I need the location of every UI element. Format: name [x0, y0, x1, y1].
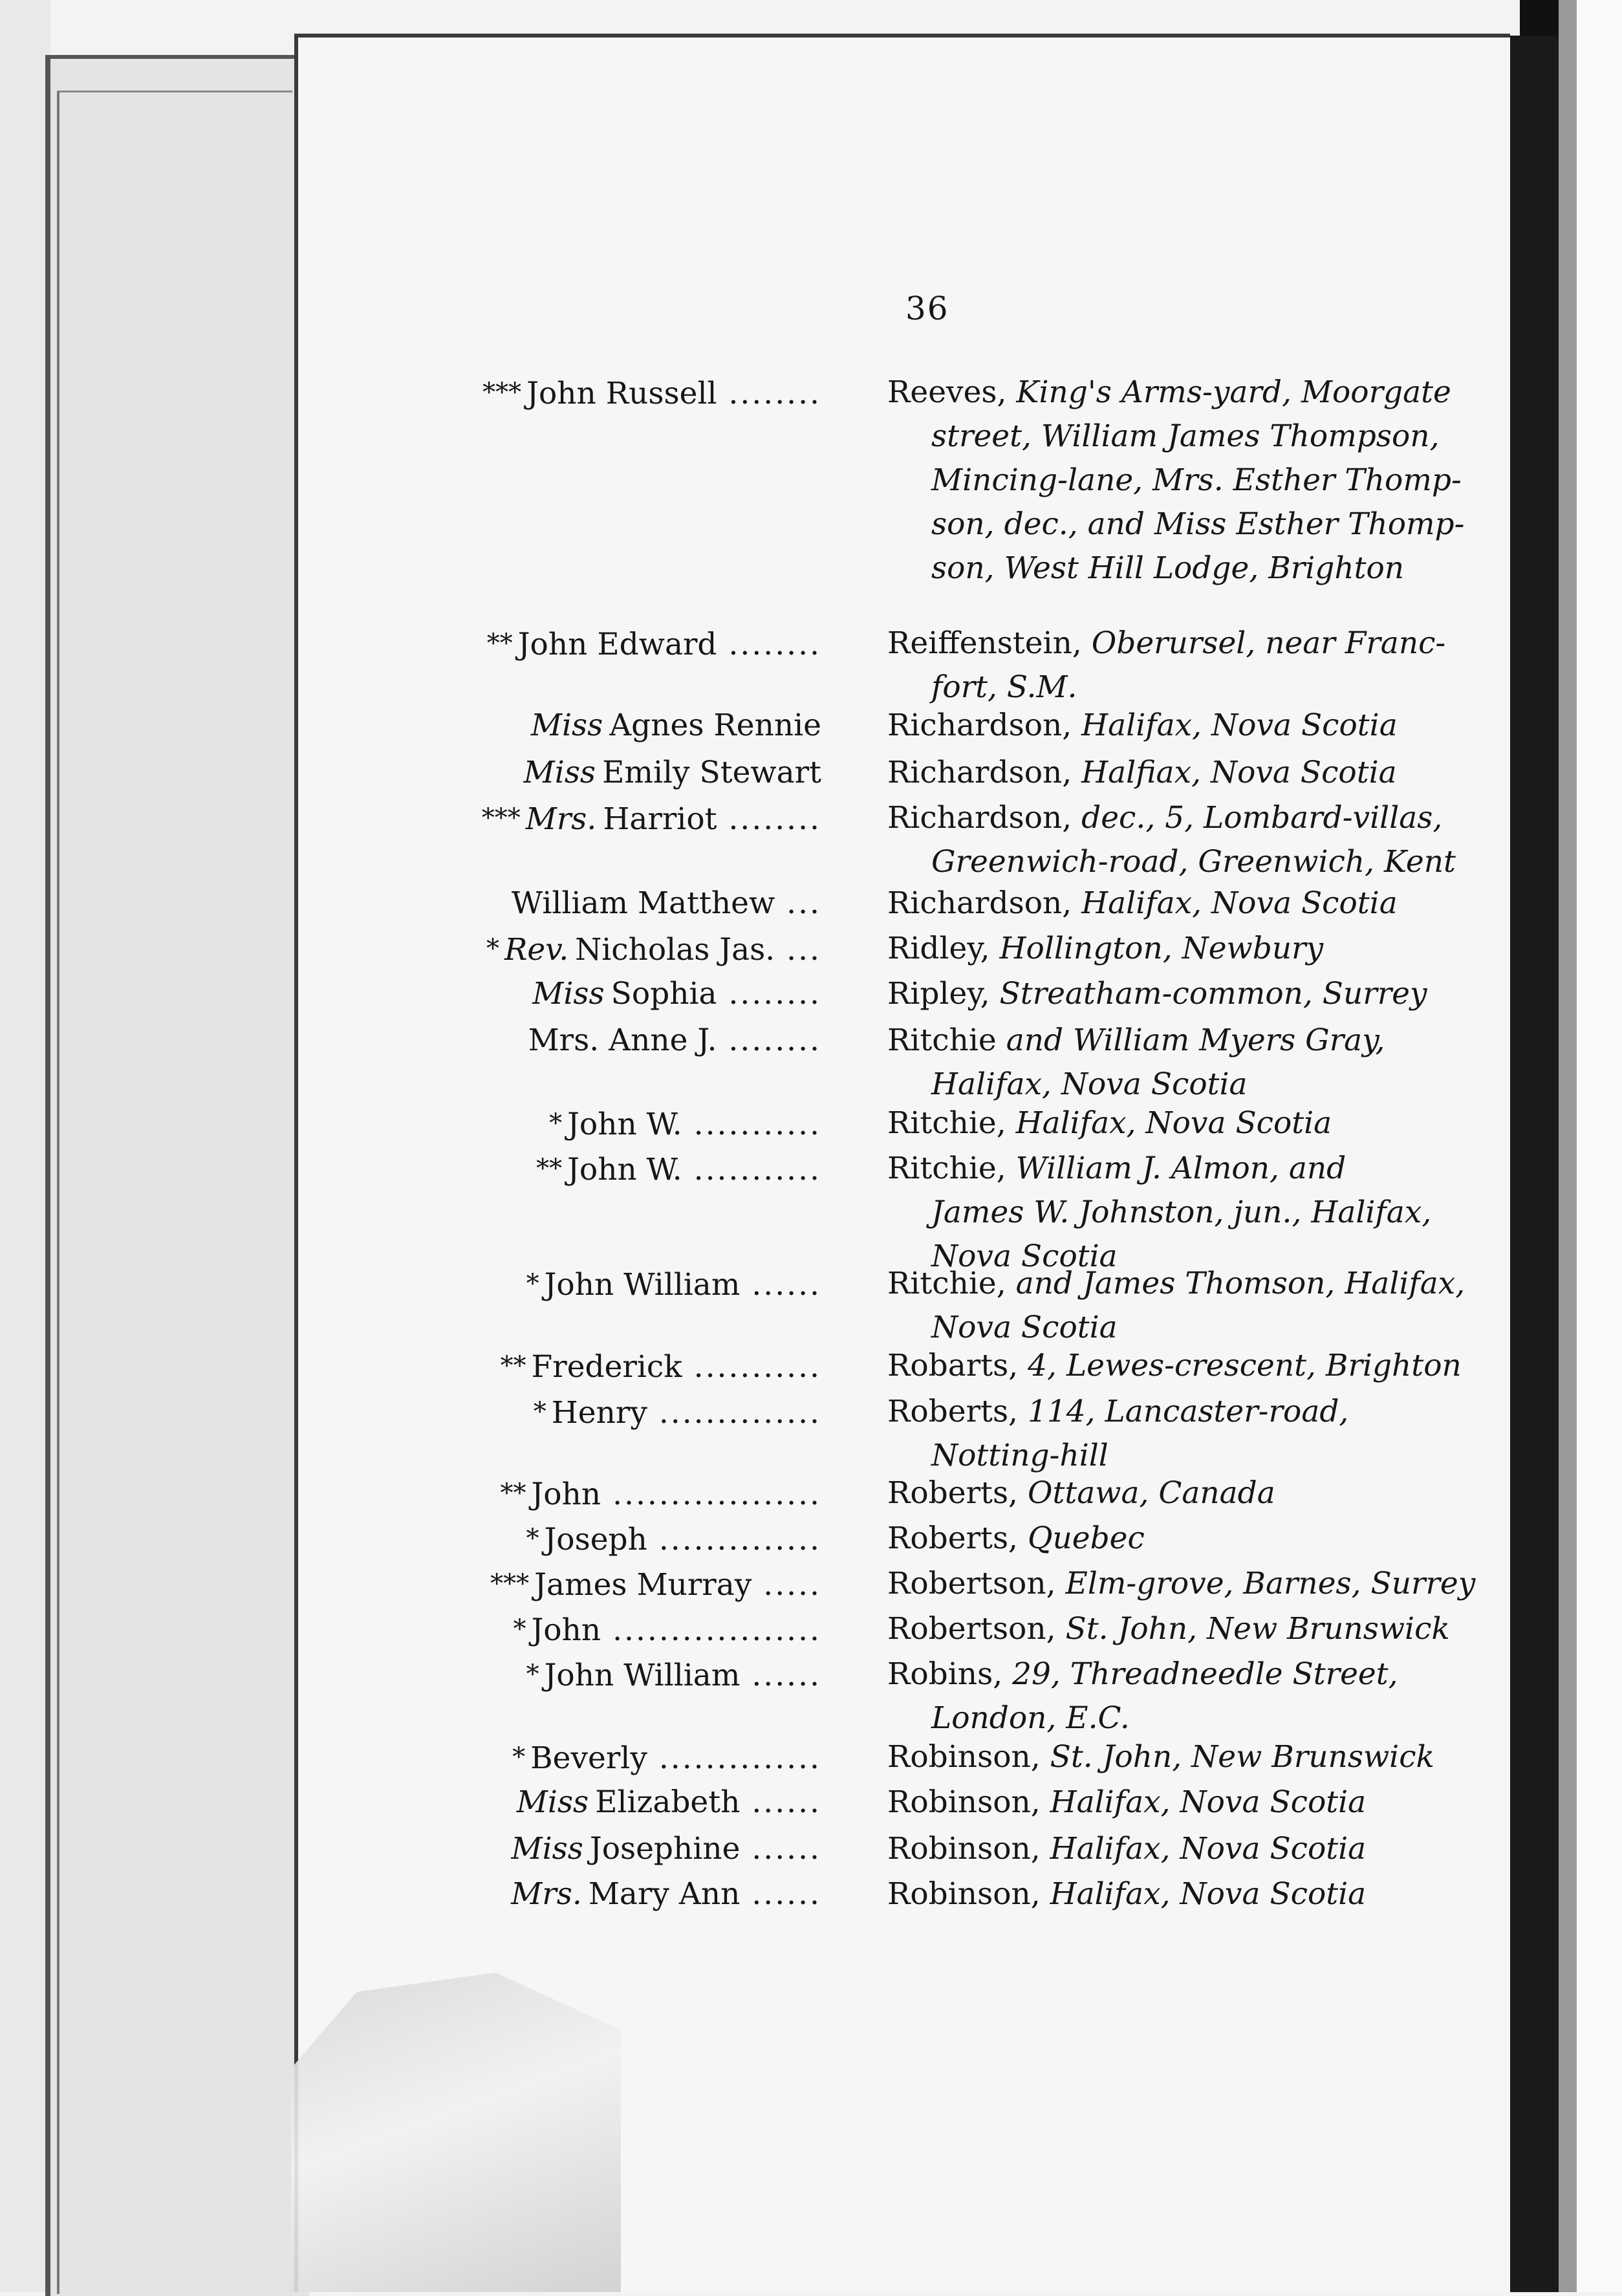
surname: Robarts, — [887, 1348, 1028, 1383]
surname: Roberts, — [887, 1475, 1028, 1511]
surname-cell — [887, 749, 1397, 797]
address-continuation: Greenwich-road, Greenwich, Kent — [931, 844, 1456, 880]
address: Elm-grove, Barnes, Surrey — [1065, 1566, 1476, 1601]
given-name-cell — [472, 1779, 821, 1826]
surname-cell — [887, 1733, 1434, 1781]
address: Ottawa, Canada — [1027, 1475, 1275, 1511]
honorific: Miss — [523, 755, 596, 790]
given-name-cell — [472, 1651, 821, 1700]
given-name-cell — [472, 1469, 821, 1519]
given-name-cell — [472, 1515, 821, 1564]
address: Halifax, Nova Scotia — [1081, 885, 1398, 921]
surname: Ritchie — [887, 1023, 1006, 1058]
address: Halifax, Nova Scotia — [1015, 1105, 1332, 1141]
given-name-cell — [472, 702, 821, 750]
surname-cell — [887, 1469, 1275, 1517]
surname-cell — [887, 880, 1398, 927]
address: and James Thomson, Halifax, — [1015, 1266, 1465, 1301]
surname: Ridley, — [887, 931, 1000, 966]
honorific: Rev. — [504, 932, 569, 968]
surname-cell — [887, 1825, 1366, 1873]
address: Halifax, Nova Scotia — [1050, 1876, 1367, 1912]
honorific: Miss — [511, 1831, 583, 1867]
given-name: John Russell — [526, 376, 717, 411]
leader-dots: .................. — [601, 1612, 821, 1648]
asterisk-mark: ** — [500, 1351, 526, 1381]
surname: Robinson, — [887, 1784, 1050, 1820]
asterisk-mark: * — [549, 1109, 563, 1138]
address-continuation: Mincing-lane, Mrs. Esther Thomp- — [931, 462, 1462, 498]
honorific: Mrs. — [511, 1876, 582, 1912]
given-name: John W. — [567, 1152, 682, 1187]
given-name-cell — [472, 1099, 821, 1149]
leader-dots: ........... — [682, 1349, 821, 1385]
honorific: Miss — [532, 976, 605, 1012]
surname-cell — [887, 1388, 1348, 1436]
surname: Richardson, — [887, 708, 1082, 743]
surname-cell — [887, 1342, 1462, 1390]
entry-row — [0, 702, 1487, 752]
surname: Ritchie, — [887, 1105, 1016, 1141]
leader-dots: ...... — [740, 1876, 821, 1912]
given-name: John Edward — [517, 627, 717, 662]
surname-cell — [887, 702, 1398, 750]
entry-row — [0, 970, 1487, 1021]
asterisk-mark: ** — [500, 1478, 526, 1508]
asterisk-mark: ** — [486, 629, 513, 658]
given-name: Harriot — [603, 801, 717, 837]
entry-row — [0, 1825, 1487, 1876]
surname: Ritchie, — [887, 1151, 1016, 1186]
given-name-cell — [472, 925, 821, 974]
surname-cell — [887, 369, 1451, 417]
entry-row — [0, 794, 1487, 889]
surname: Robins, — [887, 1656, 1013, 1692]
given-name-cell — [472, 749, 821, 797]
address: Halifax, Nova Scotia — [1050, 1831, 1367, 1867]
address-continuation: James W. Johnston, jun., Halifax, — [931, 1195, 1432, 1230]
address-continuation: street, William James Thompson, — [931, 418, 1440, 454]
given-name: Frederick — [531, 1349, 682, 1385]
entry-row — [0, 1388, 1487, 1482]
leader-dots: ... — [775, 885, 821, 921]
scan-right-shadow — [1510, 36, 1559, 2292]
entry-row — [0, 1651, 1487, 1745]
surname-cell — [887, 1779, 1366, 1826]
surname: Roberts, — [887, 1394, 1028, 1429]
surname-cell — [887, 1560, 1475, 1608]
given-name-cell — [472, 1870, 821, 1918]
leader-dots: ........ — [717, 1023, 821, 1058]
surname: Robinson, — [887, 1739, 1050, 1775]
given-name-cell — [472, 1388, 821, 1437]
surname-cell — [887, 1605, 1450, 1653]
asterisk-mark: * — [513, 1614, 526, 1644]
address: Halfiax, Nova Scotia — [1081, 755, 1397, 790]
scan-right-margin — [1577, 0, 1622, 2292]
given-name-cell — [472, 970, 821, 1018]
given-name-cell — [472, 620, 821, 669]
leader-dots: ... — [775, 932, 821, 968]
surname-cell — [887, 925, 1323, 973]
leader-dots: ........ — [717, 801, 821, 837]
address-continuation: son, West Hill Lodge, Brighton — [931, 550, 1405, 586]
entry-row — [0, 749, 1487, 799]
leader-dots: .............. — [647, 1740, 821, 1776]
address: Hollington, Newbury — [999, 931, 1324, 966]
address: Streatham-common, Surrey — [999, 976, 1427, 1012]
surname: Richardson, — [887, 885, 1082, 921]
entry-row — [0, 1515, 1487, 1565]
surname-cell — [887, 1145, 1346, 1193]
given-name: Mrs. Anne J. — [528, 1023, 717, 1058]
surname-cell — [887, 1870, 1366, 1918]
address: St. John, New Brunswick — [1065, 1611, 1450, 1647]
address-continuation: fort, S.M. — [931, 669, 1077, 705]
entry-row — [0, 1560, 1487, 1610]
asterisk-mark: * — [486, 934, 500, 964]
entry-row — [0, 1017, 1487, 1111]
address-continuation: Notting-hill — [931, 1438, 1108, 1473]
given-name: Nicholas Jas. — [575, 932, 775, 968]
given-name-cell — [472, 794, 821, 843]
leader-dots: ........ — [717, 976, 821, 1012]
surname: Robertson, — [887, 1611, 1066, 1647]
asterisk-mark: *** — [490, 1569, 530, 1599]
address: Quebec — [1027, 1521, 1145, 1556]
entry-row — [0, 1605, 1487, 1656]
given-name: Mary Ann — [588, 1876, 741, 1912]
honorific: Miss — [516, 1784, 589, 1820]
entry-row — [0, 880, 1487, 930]
surname: Reeves, — [887, 374, 1017, 410]
asterisk-mark: * — [512, 1742, 526, 1772]
surname-cell — [887, 794, 1442, 842]
given-name: William Matthew — [511, 885, 775, 921]
given-name: Sophia — [611, 976, 717, 1012]
surname: Ripley, — [887, 976, 1000, 1012]
folded-corner-glare — [291, 1973, 621, 2292]
surname-cell — [887, 1651, 1398, 1698]
given-name-cell — [472, 1605, 821, 1654]
address: 114, Lancaster-road, — [1027, 1394, 1349, 1429]
page-number: 36 — [905, 290, 949, 327]
address: Oberursel, near Franc- — [1091, 625, 1446, 661]
leader-dots: ........ — [717, 376, 821, 411]
leader-dots: ...... — [740, 1658, 821, 1693]
address-continuation: Nova Scotia — [931, 1239, 1118, 1274]
surname-cell — [887, 1017, 1385, 1065]
given-name-cell — [472, 1260, 821, 1309]
leader-dots: ........... — [682, 1107, 821, 1142]
given-name: Agnes Rennie — [609, 708, 821, 743]
given-name-cell — [472, 1825, 821, 1873]
given-name-cell — [472, 1560, 821, 1609]
honorific: Miss — [530, 708, 603, 743]
given-name: John William — [544, 1267, 741, 1303]
address: William J. Almon, and — [1015, 1151, 1346, 1186]
leader-dots: ........ — [717, 627, 821, 662]
surname-cell — [887, 1099, 1332, 1147]
given-name-cell — [472, 1342, 821, 1391]
address: dec., 5, Lombard-villas, — [1081, 800, 1443, 836]
surname: Robertson, — [887, 1566, 1066, 1601]
given-name: Elizabeth — [595, 1784, 741, 1820]
address: 29, Threadneedle Street, — [1012, 1656, 1398, 1692]
address-continuation: Halifax, Nova Scotia — [931, 1067, 1248, 1102]
surname-cell — [887, 1515, 1145, 1563]
given-name: Joseph — [544, 1522, 647, 1557]
leader-dots: .................. — [601, 1477, 821, 1512]
address: Halifax, Nova Scotia — [1081, 708, 1398, 743]
asterisk-mark: * — [526, 1524, 539, 1554]
address-continuation: London, E.C. — [931, 1700, 1130, 1736]
given-name: Josephine — [589, 1831, 741, 1867]
address: 4, Lewes-crescent, Brighton — [1028, 1348, 1462, 1383]
entry-row — [0, 1469, 1487, 1520]
leader-dots: ........... — [682, 1152, 821, 1187]
surname: Robinson, — [887, 1876, 1050, 1912]
entry-row — [0, 369, 1487, 595]
given-name-cell — [472, 1733, 821, 1782]
asterisk-mark: ** — [536, 1154, 563, 1184]
surname: Ritchie, — [887, 1266, 1016, 1301]
surname-cell — [887, 970, 1427, 1018]
leader-dots: ...... — [740, 1784, 821, 1820]
surname: Richardson, — [887, 755, 1082, 790]
asterisk-mark: * — [526, 1269, 539, 1299]
entry-row — [0, 1779, 1487, 1829]
given-name-cell — [472, 1017, 821, 1065]
entry-row — [0, 620, 1487, 714]
given-name-cell — [472, 880, 821, 927]
honorific: Mrs. — [525, 801, 597, 837]
leader-dots: ...... — [740, 1267, 821, 1303]
entry-row — [0, 1099, 1487, 1150]
given-name: Beverly — [530, 1740, 647, 1776]
given-name: John — [531, 1477, 601, 1512]
entry-row — [0, 1342, 1487, 1392]
surname: Richardson, — [887, 800, 1082, 836]
given-name-cell — [472, 1145, 821, 1194]
address: and William Myers Gray, — [1006, 1023, 1385, 1058]
given-name: Henry — [551, 1395, 647, 1431]
surname-cell — [887, 1260, 1465, 1308]
asterisk-mark: * — [526, 1660, 539, 1689]
surname-cell — [887, 620, 1445, 667]
entry-row — [0, 925, 1487, 975]
asterisk-mark: *** — [481, 803, 521, 833]
address-continuation: Nova Scotia — [931, 1310, 1118, 1345]
surname: Robinson, — [887, 1831, 1050, 1867]
entry-row — [0, 1870, 1487, 1921]
given-name-cell — [472, 369, 821, 418]
address: King's Arms-yard, Moorgate — [1016, 374, 1451, 410]
surname: Roberts, — [887, 1521, 1028, 1556]
asterisk-mark: * — [533, 1397, 546, 1427]
leader-dots: .............. — [647, 1522, 821, 1557]
entry-row — [0, 1733, 1487, 1784]
given-name: John — [531, 1612, 601, 1648]
asterisk-mark: *** — [482, 378, 522, 407]
leader-dots: ...... — [740, 1831, 821, 1867]
leader-dots: .............. — [647, 1395, 821, 1431]
address-continuation: son, dec., and Miss Esther Thomp- — [931, 506, 1465, 542]
given-name: John W. — [567, 1107, 682, 1142]
entry-row — [0, 1260, 1487, 1354]
given-name: Emily Stewart — [602, 755, 821, 790]
given-name: James Murray — [534, 1567, 752, 1603]
leader-dots: ..... — [752, 1567, 821, 1603]
surname: Reiffenstein, — [887, 625, 1092, 661]
address: Halifax, Nova Scotia — [1050, 1784, 1367, 1820]
scan-right-edge — [1559, 0, 1577, 2292]
address: St. John, New Brunswick — [1050, 1739, 1435, 1775]
given-name: John William — [544, 1658, 741, 1693]
